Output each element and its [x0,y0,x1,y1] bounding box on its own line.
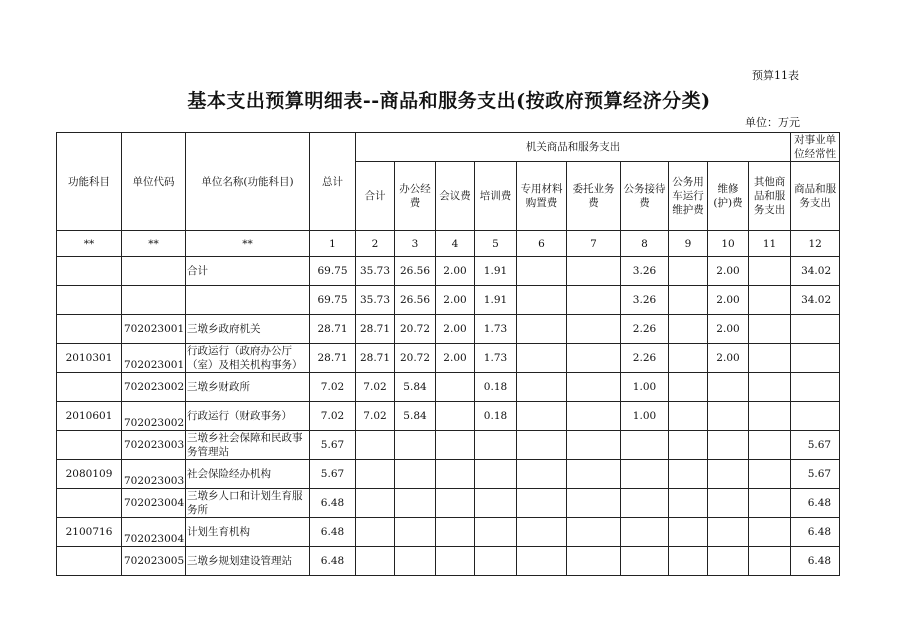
func-subject-cell: 2010601 [57,402,122,431]
value-cell: 5.67 [310,460,356,489]
value-cell [517,518,567,547]
value-cell [791,344,840,373]
unit-name-cell: 合计 [186,257,310,286]
value-cell [475,489,517,518]
header-col-repair: 维修(护)费 [708,162,749,231]
value-cell [517,489,567,518]
header-col-materials: 专用材料购置费 [517,162,567,231]
value-cell [749,460,791,489]
value-cell [517,373,567,402]
value-cell [475,518,517,547]
value-cell: 69.75 [310,257,356,286]
unit-name-cell: 三墩乡政府机关 [186,315,310,344]
index-cell: 9 [669,231,708,257]
value-cell: 2.00 [708,286,749,315]
value-cell [708,489,749,518]
header-col-entrusted: 委托业务费 [567,162,621,231]
value-cell [517,547,567,576]
value-cell: 35.73 [356,286,395,315]
value-cell [749,547,791,576]
func-subject-cell [57,315,122,344]
value-cell: 69.75 [310,286,356,315]
value-cell [517,460,567,489]
index-cell: 3 [395,231,436,257]
value-cell [708,402,749,431]
index-row [57,231,840,257]
value-cell [517,315,567,344]
value-cell [708,431,749,460]
header-col-office: 办公经费 [395,162,436,231]
index-cell: 6 [517,231,567,257]
unit-code-cell: 702023003 [122,431,186,460]
value-cell: 5.67 [791,460,840,489]
header-group-public: 对事业单位经常性 [791,133,840,162]
index-cell: ** [122,231,186,257]
value-cell [669,344,708,373]
value-cell: 34.02 [791,257,840,286]
header-unit-code: 单位代码 [122,133,186,231]
value-cell: 28.71 [310,344,356,373]
value-cell [475,431,517,460]
value-cell [356,431,395,460]
value-cell: 0.18 [475,373,517,402]
value-cell: 3.26 [621,257,669,286]
table-row [57,257,840,286]
value-cell: 28.71 [356,315,395,344]
table-row [57,489,840,518]
value-cell [517,257,567,286]
value-cell [791,315,840,344]
value-cell: 6.48 [310,547,356,576]
unit-name-cell: 计划生育机构 [186,518,310,547]
value-cell: 28.71 [356,344,395,373]
value-cell [436,518,475,547]
table-row [57,373,840,402]
index-cell: 1 [310,231,356,257]
value-cell [669,315,708,344]
value-cell [621,518,669,547]
value-cell [567,373,621,402]
table-header [57,133,840,257]
table-row [57,547,840,576]
value-cell [567,402,621,431]
value-cell: 7.02 [310,373,356,402]
value-cell [356,460,395,489]
value-cell [708,460,749,489]
header-col-reception: 公务接待费 [621,162,669,231]
unit-code-cell [122,286,186,315]
value-cell: 7.02 [310,402,356,431]
value-cell [708,547,749,576]
value-cell [669,518,708,547]
value-cell [749,257,791,286]
value-cell [517,286,567,315]
value-cell: 6.48 [791,489,840,518]
value-cell: 26.56 [395,286,436,315]
table-row [57,315,840,344]
value-cell [436,547,475,576]
unit-name-cell [186,286,310,315]
value-cell [749,431,791,460]
value-cell: 0.18 [475,402,517,431]
value-cell: 5.67 [310,431,356,460]
table-body [57,257,840,576]
value-cell: 2.26 [621,315,669,344]
value-cell [395,547,436,576]
value-cell: 20.72 [395,315,436,344]
index-cell: 10 [708,231,749,257]
value-cell [708,518,749,547]
unit-name-cell: 三墩乡财政所 [186,373,310,402]
value-cell [669,257,708,286]
value-cell [517,402,567,431]
value-cell [475,547,517,576]
value-cell [567,460,621,489]
value-cell: 28.71 [310,315,356,344]
index-cell: 5 [475,231,517,257]
value-cell: 1.00 [621,402,669,431]
header-unit-name: 单位名称(功能科目) [186,133,310,231]
value-cell: 2.00 [436,286,475,315]
value-cell: 6.48 [791,547,840,576]
value-cell [436,431,475,460]
func-subject-cell: 2080109 [57,460,122,489]
value-cell [791,373,840,402]
value-cell [669,286,708,315]
value-cell [669,547,708,576]
unit-code-cell: 702023002 [122,373,186,402]
value-cell: 2.26 [621,344,669,373]
index-cell: 2 [356,231,395,257]
value-cell [436,373,475,402]
func-subject-cell [57,286,122,315]
value-cell [475,460,517,489]
budget-table [56,132,840,576]
func-subject-cell [57,547,122,576]
header-col-meeting: 会议费 [436,162,475,231]
header-col-training: 培训费 [475,162,517,231]
value-cell [567,547,621,576]
value-cell: 7.02 [356,373,395,402]
unit-code-cell: 702023004 [122,489,186,518]
unit-code-cell: 702023001 [122,344,186,373]
unit-code-cell: 702023004 [122,518,186,547]
header-col-goods-services: 商品和服务支出 [791,162,840,231]
value-cell: 5.84 [395,373,436,402]
value-cell: 7.02 [356,402,395,431]
unit-name-cell: 行政运行（政府办公厅（室）及相关机构事务） [186,344,310,373]
value-cell [708,373,749,402]
index-cell: 4 [436,231,475,257]
index-cell: 12 [791,231,840,257]
index-cell: 7 [567,231,621,257]
value-cell [567,286,621,315]
index-cell: 11 [749,231,791,257]
unit-code-cell: 702023001 [122,315,186,344]
value-cell [436,460,475,489]
value-cell: 1.91 [475,257,517,286]
value-cell [567,257,621,286]
header-total: 总计 [310,133,356,231]
value-cell [395,460,436,489]
func-subject-cell [57,257,122,286]
value-cell [749,315,791,344]
unit-label: 单位：万元 [745,116,800,129]
value-cell [749,373,791,402]
func-subject-cell [57,489,122,518]
value-cell [669,373,708,402]
header-func-subject: 功能科目 [57,133,122,231]
value-cell: 1.00 [621,373,669,402]
unit-name-cell: 三墩乡规划建设管理站 [186,547,310,576]
value-cell [669,431,708,460]
unit-code-cell: 702023003 [122,460,186,489]
value-cell [567,489,621,518]
value-cell [621,489,669,518]
value-cell [749,344,791,373]
header-group-org: 机关商品和服务支出 [356,133,791,162]
value-cell: 35.73 [356,257,395,286]
value-cell: 26.56 [395,257,436,286]
value-cell [395,489,436,518]
table-row [57,344,840,373]
unit-name-cell: 三墩乡社会保障和民政事务管理站 [186,431,310,460]
value-cell [621,547,669,576]
value-cell [621,431,669,460]
value-cell: 1.73 [475,315,517,344]
value-cell [567,518,621,547]
value-cell [669,460,708,489]
unit-code-cell: 702023005 [122,547,186,576]
index-cell: ** [186,231,310,257]
header-col-heji: 合计 [356,162,395,231]
value-cell: 2.00 [708,257,749,286]
value-cell [791,402,840,431]
value-cell: 2.00 [708,344,749,373]
value-cell: 1.73 [475,344,517,373]
value-cell [517,344,567,373]
unit-name-cell: 行政运行（财政事务） [186,402,310,431]
value-cell: 3.26 [621,286,669,315]
func-subject-cell [57,373,122,402]
value-cell [669,402,708,431]
value-cell [749,518,791,547]
page-title: 基本支出预算明细表--商品和服务支出(按政府预算经济分类) [187,90,711,112]
unit-name-cell: 社会保险经办机构 [186,460,310,489]
table-number-label: 预算11表 [752,69,799,82]
value-cell: 5.67 [791,431,840,460]
value-cell [749,286,791,315]
value-cell [395,431,436,460]
value-cell [669,489,708,518]
value-cell [567,315,621,344]
value-cell: 2.00 [708,315,749,344]
unit-code-cell [122,257,186,286]
table-row [57,402,840,431]
unit-name-cell: 三墩乡人口和计划生育服务所 [186,489,310,518]
func-subject-cell: 2100716 [57,518,122,547]
value-cell [436,489,475,518]
value-cell: 2.00 [436,257,475,286]
value-cell [395,518,436,547]
value-cell: 2.00 [436,344,475,373]
value-cell [356,518,395,547]
table-row [57,431,840,460]
value-cell: 6.48 [310,489,356,518]
value-cell [749,489,791,518]
func-subject-cell [57,431,122,460]
value-cell [517,431,567,460]
table-row [57,460,840,489]
value-cell [356,489,395,518]
value-cell: 1.91 [475,286,517,315]
value-cell: 2.00 [436,315,475,344]
value-cell: 34.02 [791,286,840,315]
value-cell [749,402,791,431]
value-cell: 6.48 [791,518,840,547]
value-cell: 6.48 [310,518,356,547]
index-cell: ** [57,231,122,257]
value-cell: 20.72 [395,344,436,373]
value-cell [356,547,395,576]
table-row [57,518,840,547]
value-cell: 5.84 [395,402,436,431]
value-cell [436,402,475,431]
value-cell [621,460,669,489]
unit-code-cell: 702023002 [122,402,186,431]
value-cell [567,431,621,460]
header-col-other: 其他商品和服务支出 [749,162,791,231]
value-cell [567,344,621,373]
func-subject-cell: 2010301 [57,344,122,373]
table-row [57,286,840,315]
index-cell: 8 [621,231,669,257]
header-col-vehicle: 公务用车运行维护费 [669,162,708,231]
